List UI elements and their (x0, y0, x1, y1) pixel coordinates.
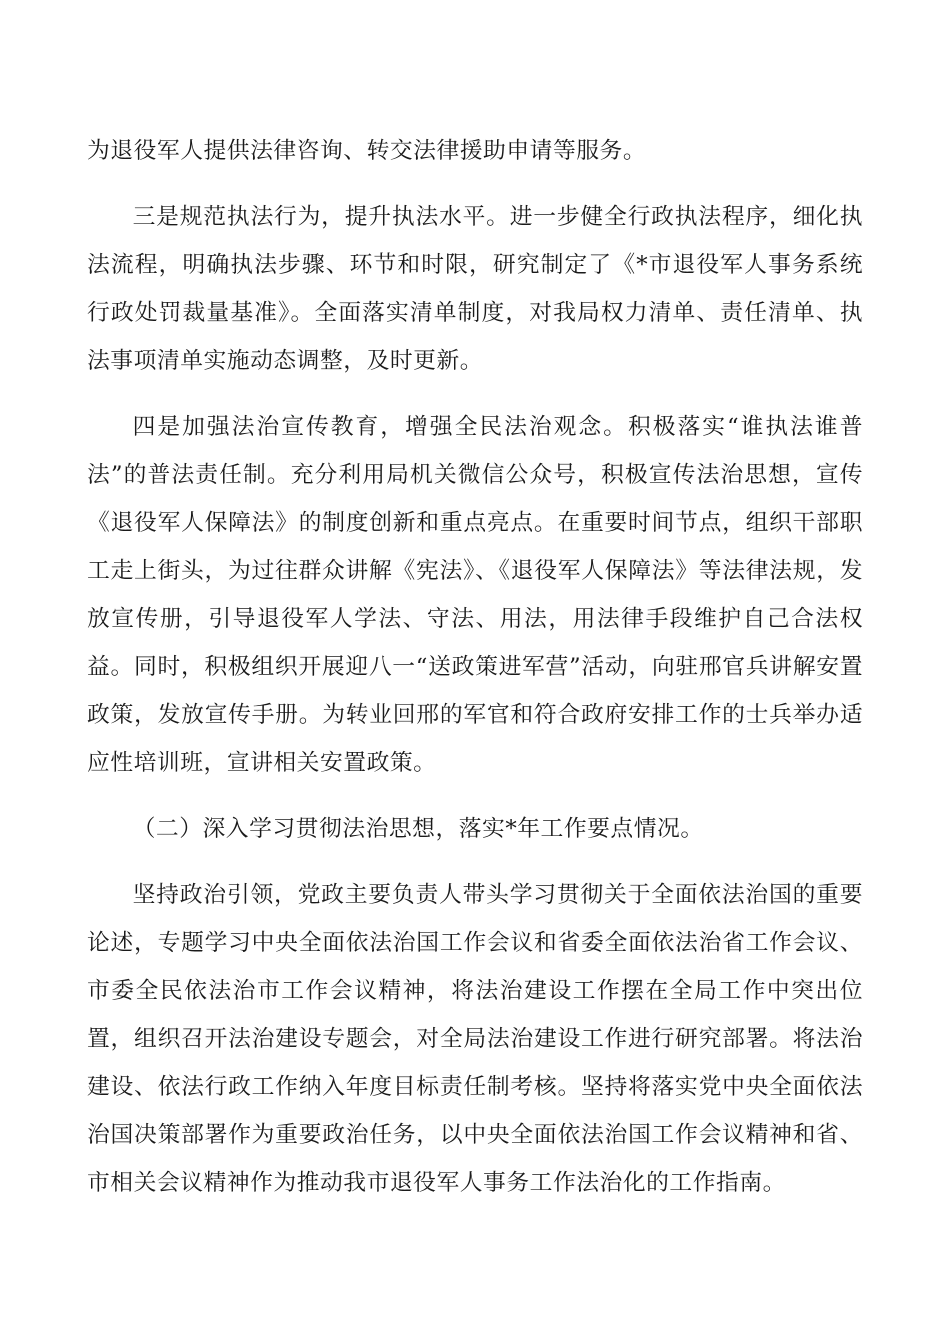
paragraph-political-guidance: 坚持政治引领，党政主要负责人带头学习贯彻关于全面依法治国的重要论述，专题学习中央全面依法治国工作会议和省委全面依法治省工作会议、市委全民依法治市工作会议精神，将法治建设工作摆在全局工作中突出位置，组织召开法治建设专题会，对全局法治建设工作进行研究部署。将法治建设、依法行政工作纳入年度目标责任制考核。坚持将落实党中央全面依法治国决策部署作为重要政治任务，以中央全面依法治国工作会议精神和省、市相关会议精神作为推动我市退役军人事务工作法治化的工作指南。 (87, 882, 863, 1196)
paragraph-item-four: 四是加强法治宣传教育，增强全民法治观念。积极落实“谁执法谁普法”的普法责任制。充分利用局机关微信公众号，积极宣传法治思想，宣传《退役军人保障法》的制度创新和重点亮点。在重要时间节点，组织干部职工走上街头，为过往群众讲解《宪法》、《退役军人保障法》等法律法规，发放宣传册，引导退役军人学法、守法、用法，用法律手段维护自己合法权益。同时，积极组织开展迎八一“送政策进军营”活动，向驻邢官兵讲解安置政策，发放宣传手册。为转业回邢的军官和符合政府安排工作的士兵举办适应性培训班，宣讲相关安置政策。 (87, 414, 863, 776)
paragraph-continuation: 为退役军人提供法律咨询、转交法律援助申请等服务。 (87, 138, 647, 164)
paragraph-item-three: 三是规范执法行为，提升执法水平。进一步健全行政执法程序，细化执法流程，明确执法步骤、环节和时限，研究制定了《*市退役军人事务系统行政处罚裁量基准》。全面落实清单制度，对我局权力清单、责任清单、执法事项清单实施动态调整，及时更新。 (87, 204, 863, 374)
section-heading-two: （二）深入学习贯彻法治思想，落实*年工作要点情况。 (132, 816, 704, 842)
document-body (87, 127, 863, 1225)
